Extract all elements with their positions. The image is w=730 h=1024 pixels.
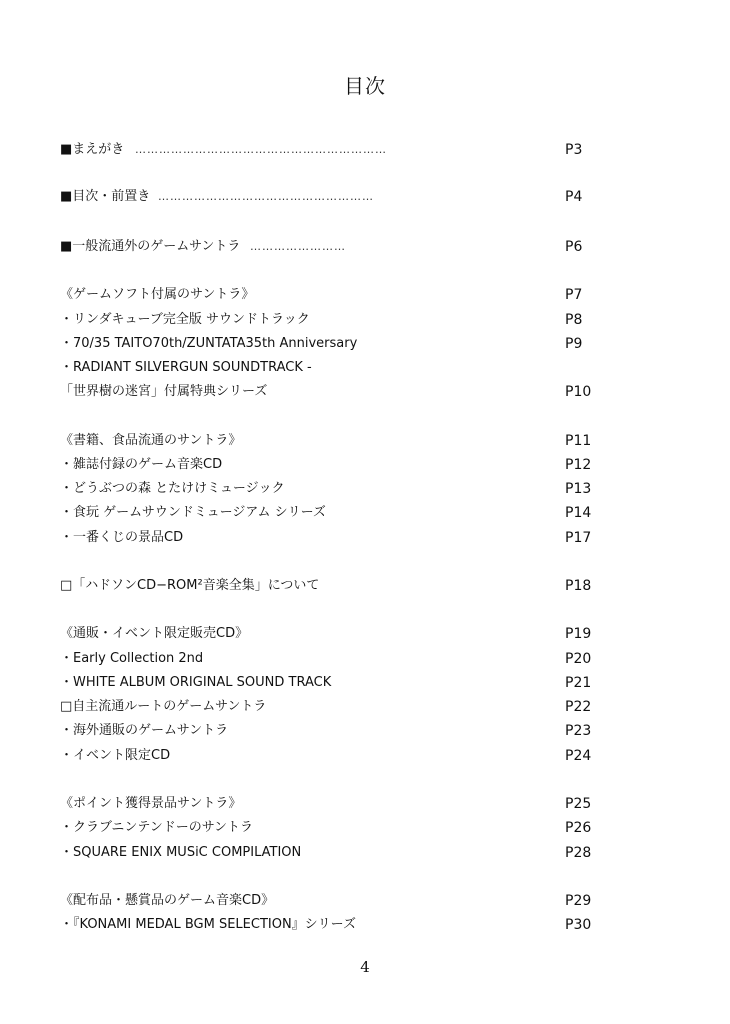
- page-number: 4: [360, 958, 370, 976]
- toc-entry-page: P26: [565, 820, 592, 836]
- toc-entry-label: 《配布品・懸賞品のゲーム音楽CD》: [60, 893, 275, 908]
- toc-entry: [60, 478, 620, 500]
- toc-title: 目次: [344, 74, 386, 98]
- toc-entry-page: P28: [565, 845, 592, 861]
- toc-entry: [60, 186, 620, 208]
- toc-entry-page: P21: [565, 675, 592, 691]
- toc-entry: [60, 139, 620, 161]
- toc-entry: [60, 430, 620, 452]
- toc-entry-label: ・雑誌付録のゲーム音楽CD: [60, 457, 223, 472]
- toc-entry: [60, 648, 620, 670]
- toc-entry: [60, 793, 620, 815]
- toc-entry-label: ・70/35 TAITO70th/ZUNTATA35th Anniversary: [60, 336, 358, 351]
- toc-entry-leader-dots: ……………………: [250, 240, 346, 253]
- toc-entry-leader-dots: ………………………………………………: [158, 190, 374, 203]
- toc-entry-label: ・クラブニンテンドーのサントラ: [60, 820, 254, 835]
- toc-entry-label: ・SQUARE ENIX MUSiC COMPILATION: [60, 845, 302, 860]
- toc-entry: [60, 357, 620, 379]
- toc-entry-page: P18: [565, 578, 592, 594]
- toc-entry-page: P24: [565, 748, 592, 764]
- toc-entry-label: 「世界樹の迷宮」付属特典シリーズ: [60, 384, 268, 399]
- toc-entry-page: P13: [565, 481, 592, 497]
- toc-entry-label: ・RADIANT SILVERGUN SOUNDTRACK -: [60, 360, 312, 375]
- toc-entry-page: P10: [565, 384, 592, 400]
- toc-entry-label: ・リンダキューブ完全版 サウンドトラック: [60, 312, 310, 327]
- toc-entry: [60, 672, 620, 694]
- toc-entry-label: 《通販・イベント限定販売CD》: [60, 626, 249, 641]
- toc-entry-label: 《ポイント獲得景品サントラ》: [60, 796, 242, 811]
- toc-entry: [60, 696, 620, 718]
- toc-entry-label: ・食玩 ゲームサウンドミュージアム シリーズ: [60, 505, 326, 520]
- toc-entry: [60, 527, 620, 549]
- toc-entry-page: P23: [565, 723, 592, 739]
- toc-entry-label: 《書籍、食品流通のサントラ》: [60, 433, 242, 448]
- toc-entry-label: ・海外通販のゲームサントラ: [60, 723, 229, 738]
- toc-entry-page: P4: [565, 189, 583, 205]
- toc-entry-label: ■まえがき: [60, 142, 125, 157]
- toc-entry-label: ・イベント限定CD: [60, 748, 171, 763]
- toc-entry-label: ・『KONAMI MEDAL BGM SELECTION』シリーズ: [60, 917, 357, 932]
- toc-entry: [60, 890, 620, 912]
- toc-entry: [60, 454, 620, 476]
- toc-entry-label: ・一番くじの景品CD: [60, 530, 184, 545]
- toc-entry-page: P9: [565, 336, 583, 352]
- toc-entry-label: ■目次・前置き: [60, 189, 151, 204]
- toc-entry: [60, 575, 620, 597]
- toc-entry: [60, 720, 620, 742]
- toc-entry-page: P6: [565, 239, 583, 255]
- toc-entry-label: ・WHITE ALBUM ORIGINAL SOUND TRACK: [60, 675, 332, 690]
- toc-entry-page: P3: [565, 142, 583, 158]
- toc-entry-page: P17: [565, 530, 592, 546]
- toc-entry-page: P29: [565, 893, 592, 909]
- toc-entry-label: □自主流通ルートのゲームサントラ: [60, 699, 267, 714]
- toc-entry-label: ・どうぶつの森 とたけけミュージック: [60, 481, 285, 496]
- toc-entry-page: P22: [565, 699, 592, 715]
- toc-entry-label: □「ハドソンCD−ROM²音楽全集」について: [60, 578, 320, 593]
- toc-entry-page: P20: [565, 651, 592, 667]
- toc-entry: [60, 502, 620, 524]
- toc-entry-leader-dots: ………………………………………………………: [135, 143, 387, 156]
- toc-entry-page: P7: [565, 287, 583, 303]
- toc-entry: [60, 333, 620, 355]
- toc-entry-page: P30: [565, 917, 592, 933]
- toc-entry-label: ■一般流通外のゲームサントラ: [60, 239, 241, 254]
- toc-entry: [60, 623, 620, 645]
- toc-entry: [60, 842, 620, 864]
- toc-entry: [60, 309, 620, 331]
- toc-entry-label: 《ゲームソフト付属のサントラ》: [60, 287, 255, 302]
- toc-entry: [60, 284, 620, 306]
- toc-entry-page: P14: [565, 505, 592, 521]
- toc-entry: [60, 817, 620, 839]
- toc-entry: [60, 236, 620, 258]
- toc-entry: [60, 381, 620, 403]
- toc-entry-page: P8: [565, 312, 583, 328]
- toc-entry: [60, 745, 620, 767]
- toc-entry-label: ・Early Collection 2nd: [60, 651, 204, 666]
- toc-entry-page: P12: [565, 457, 592, 473]
- toc-entry-page: P11: [565, 433, 592, 449]
- toc-entry: [60, 914, 620, 936]
- toc-entry-page: P19: [565, 626, 592, 642]
- toc-entry-page: P25: [565, 796, 592, 812]
